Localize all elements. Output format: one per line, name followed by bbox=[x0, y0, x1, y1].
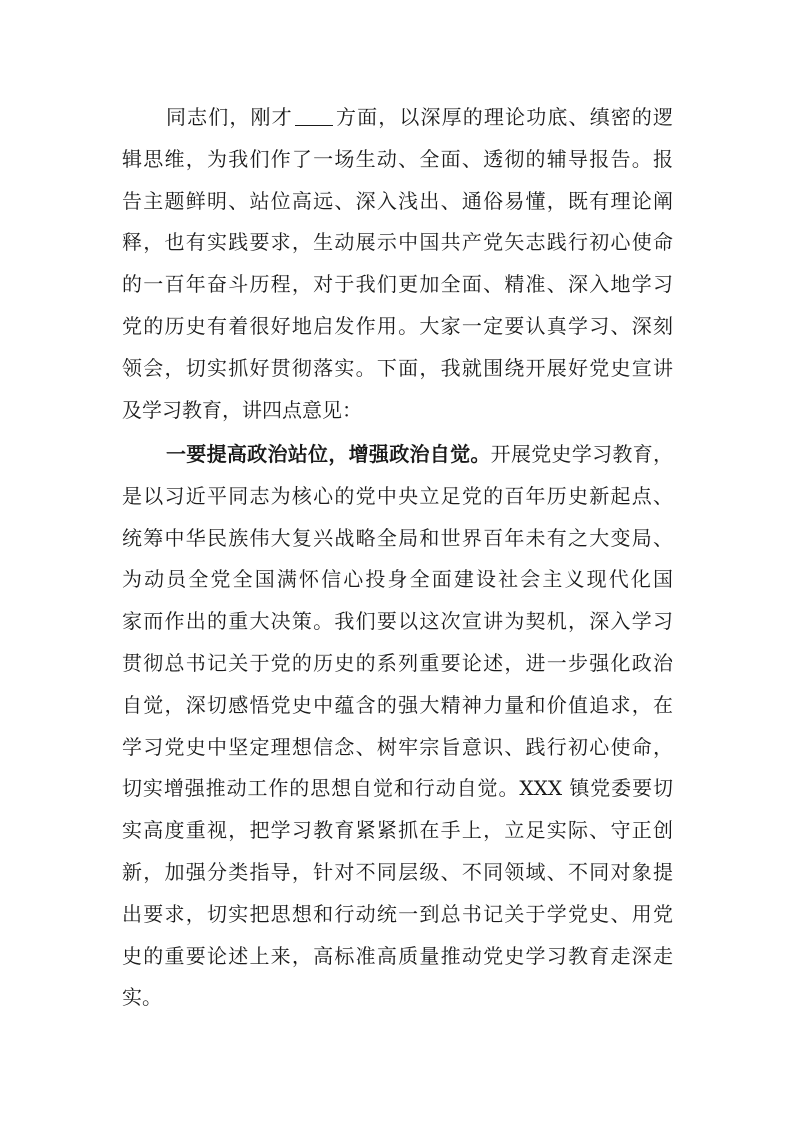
text-segment: 方面，以深厚的理论功底、缜密的逻 bbox=[334, 105, 674, 129]
paragraph-line: 出要求，切实把思想和行动统一到总书记关于学党史、用党 bbox=[122, 901, 673, 926]
paragraph-point-one bbox=[122, 434, 673, 1019]
paragraph-line: 统筹中华民族伟大复兴战略全局和世界百年未有之大变局、 bbox=[122, 525, 673, 550]
text-segment: 同志们，刚才 bbox=[166, 105, 293, 129]
paragraph-line: 自觉，深切感悟党史中蕴含的强大精神力量和价值追求，在 bbox=[122, 692, 673, 717]
paragraph-line: 为动员全党全国满怀信心投身全面建设社会主义现代化国 bbox=[122, 567, 673, 592]
paragraph-line bbox=[122, 434, 673, 476]
paragraph-line: 史的重要论述上来，高标准高质量推动党史学习教育走深走 bbox=[122, 943, 673, 968]
paragraph-line: 实高度重视，把学习教育紧紧抓在手上，立足实际、守正创 bbox=[122, 818, 673, 843]
paragraph-line: 及学习教育，讲四点意见： bbox=[122, 397, 362, 422]
paragraph-line: 释，也有实践要求，生动展示中国共产党矢志践行初心使命 bbox=[122, 230, 673, 255]
text-segment: 开展党史学习教育， bbox=[490, 442, 674, 466]
paragraph-line: 家而作出的重大决策。我们要以这次宣讲为契机，深入学习 bbox=[122, 609, 673, 634]
paragraph-line bbox=[122, 97, 673, 139]
paragraph-line: 是以习近平同志为核心的党中央立足党的百年历史新起点、 bbox=[122, 483, 673, 508]
paragraph-line: 领会，切实抓好贯彻落实。下面，我就围绕开展好党史宣讲 bbox=[122, 355, 673, 380]
paragraph-line: 实。 bbox=[122, 985, 162, 1010]
paragraph-line: 贯彻总书记关于党的历史的系列重要论述，进一步强化政治 bbox=[122, 650, 673, 675]
paragraph-line: 的一百年奋斗历程，对于我们更加全面、精准、深入地学习 bbox=[122, 272, 673, 297]
point-heading: 一要提高政治站位，增强政治自觉。 bbox=[166, 442, 491, 466]
paragraph-line: 切实增强推动工作的思想自觉和行动自觉。XXX 镇党委要切 bbox=[122, 776, 673, 801]
paragraph-line: 学习党史中坚定理想信念、树牢宗旨意识、践行初心使命， bbox=[122, 734, 673, 759]
paragraph-line: 告主题鲜明、站位高远、深入浅出、通俗易懂，既有理论阐 bbox=[122, 188, 673, 213]
fill-in-blank bbox=[295, 105, 333, 126]
paragraph-line: 新，加强分类指导，针对不同层级、不同领域、不同对象提 bbox=[122, 859, 673, 884]
paragraph-line: 党的历史有着很好地启发作用。大家一定要认真学习、深刻 bbox=[122, 313, 673, 338]
paragraph-line: 辑思维，为我们作了一场生动、全面、透彻的辅导报告。报 bbox=[122, 146, 673, 171]
paragraph-intro bbox=[122, 97, 673, 431]
